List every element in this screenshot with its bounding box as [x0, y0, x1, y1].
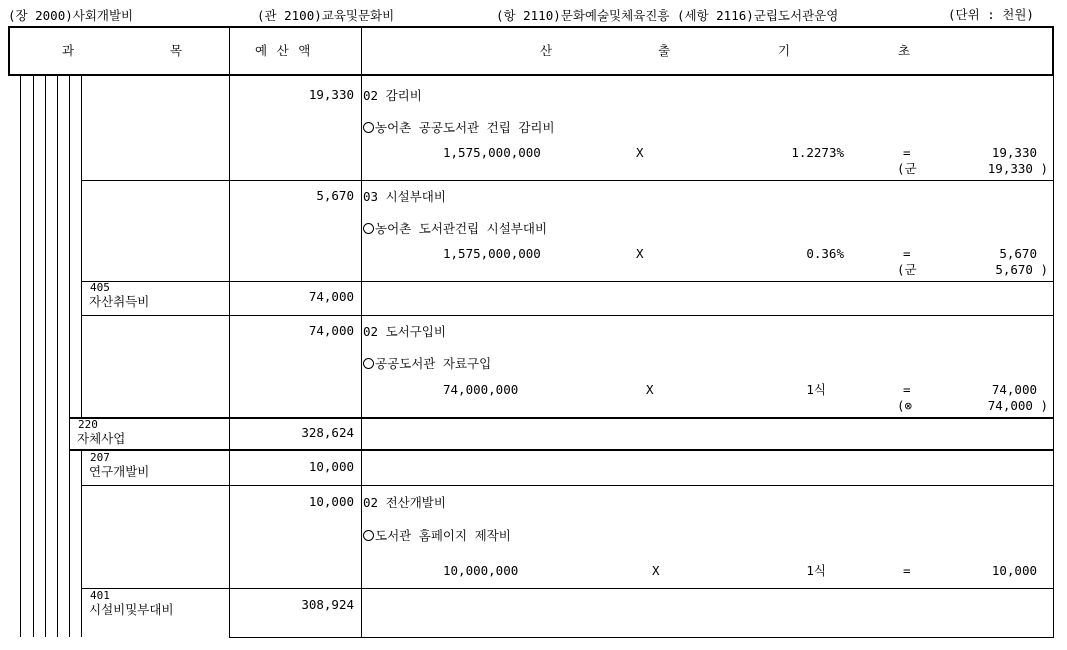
r6-name: 연구개발비 — [89, 464, 150, 479]
r1-amount: 19,330 — [308, 87, 354, 102]
r4-title: 02 도서구입비 — [363, 324, 446, 339]
r4-rate: 1식 — [806, 382, 826, 397]
r8-amount: 308,924 — [301, 597, 354, 612]
r1-rate: 1.2273% — [791, 145, 844, 160]
r4-op: X — [646, 382, 654, 397]
r1-item-text: 농어촌 공공도서관 건립 감리비 — [375, 120, 555, 135]
r4-src-value: 74,000 ) — [987, 398, 1048, 413]
r1-item — [363, 121, 555, 135]
row-sep-5 — [69, 449, 1054, 451]
col-header-gwa: 과 — [62, 43, 75, 58]
r4-result: 74,000 — [991, 382, 1037, 397]
hierarchy-line-1 — [20, 75, 21, 637]
r2-title: 03 시설부대비 — [363, 189, 446, 204]
hierarchy-line-5 — [69, 75, 70, 637]
r2-eq: = — [903, 246, 911, 261]
r2-base: 1,575,000,000 — [443, 246, 541, 261]
r7-base: 10,000,000 — [443, 563, 519, 578]
circle-bullet-icon — [363, 122, 374, 133]
r2-rate: 0.36% — [806, 246, 844, 261]
circle-bullet-icon — [363, 358, 374, 369]
row-sep-8 — [229, 637, 1054, 638]
hierarchy-line-6 — [81, 75, 82, 418]
row-sep-4 — [69, 417, 1054, 419]
gwan-label: (관 2100)교육및문화비 — [257, 8, 395, 23]
r2-src-value: 5,670 ) — [995, 262, 1048, 277]
row-sep-1 — [81, 180, 1054, 181]
r1-src-value: 19,330 ) — [987, 161, 1048, 176]
r1-result: 19,330 — [991, 145, 1037, 160]
r4-item-text: 공공도서관 자료구입 — [375, 356, 492, 371]
r8-name: 시설비및부대비 — [89, 602, 174, 617]
circle-bullet-icon — [363, 223, 374, 234]
budget-col-left-line — [229, 27, 230, 637]
hierarchy-line-6b — [81, 450, 82, 637]
r1-base: 1,575,000,000 — [443, 145, 541, 160]
r4-item — [363, 357, 491, 371]
col-header-calc-2: 출 — [658, 43, 671, 58]
r5-name: 자체사업 — [77, 431, 126, 446]
r2-item-text: 농어촌 도서관건립 시설부대비 — [375, 221, 548, 236]
r5-code: 220 — [78, 418, 98, 431]
hang-label: (항 2110)문화예술및체육진흥 (세항 2116)군립도서관운영 — [496, 8, 839, 23]
col-header-calc-1: 산 — [540, 43, 553, 58]
r2-op: X — [636, 246, 644, 261]
table-left-border — [8, 26, 10, 75]
r4-base: 74,000,000 — [443, 382, 519, 397]
r1-title: 02 감리비 — [363, 88, 422, 103]
row-sep-3 — [81, 315, 1054, 316]
calc-col-left-line — [361, 27, 362, 637]
r1-eq: = — [903, 145, 911, 160]
hierarchy-line-3 — [45, 75, 46, 637]
row-sep-7 — [81, 588, 1054, 589]
col-header-calc-4: 초 — [898, 43, 911, 58]
r2-result: 5,670 — [999, 246, 1037, 261]
jang-label: (장 2000)사회개발비 — [8, 8, 134, 23]
r3-code: 405 — [90, 281, 110, 294]
col-header-budget: 예 산 액 — [255, 43, 312, 58]
r7-title: 02 전산개발비 — [363, 495, 446, 510]
row-sep-6 — [81, 485, 1054, 486]
header-bottom-border — [8, 74, 1054, 76]
table-top-border — [8, 26, 1054, 28]
r7-rate: 1식 — [806, 563, 826, 578]
r2-src-label: (군 — [897, 262, 917, 277]
hierarchy-line-2 — [33, 75, 34, 637]
r3-name: 자산취득비 — [89, 294, 150, 309]
col-header-calc-3: 기 — [778, 43, 791, 58]
r7-op: X — [652, 563, 660, 578]
row-sep-2 — [81, 281, 1054, 282]
r1-op: X — [636, 145, 644, 160]
r4-amount: 74,000 — [308, 323, 354, 338]
col-header-mok: 목 — [170, 43, 183, 58]
r6-amount: 10,000 — [308, 459, 354, 474]
r1-src-label: (군 — [897, 161, 917, 176]
r2-amount: 5,670 — [316, 188, 354, 203]
r5-amount: 328,624 — [301, 425, 354, 440]
r8-code: 401 — [90, 589, 110, 602]
r7-item — [363, 529, 511, 543]
r6-code: 207 — [90, 451, 110, 464]
table-right-border-header — [1052, 26, 1054, 75]
r7-result: 10,000 — [991, 563, 1037, 578]
hierarchy-line-4 — [57, 75, 58, 637]
r4-src-label: (⊗ — [897, 398, 913, 413]
unit-label: (단위 : 천원) — [948, 7, 1034, 22]
r7-amount: 10,000 — [308, 494, 354, 509]
table-right-border — [1053, 75, 1054, 637]
r2-item — [363, 222, 547, 236]
circle-bullet-icon — [363, 530, 374, 541]
r3-amount: 74,000 — [308, 289, 354, 304]
r7-item-text: 도서관 홈페이지 제작비 — [375, 528, 511, 543]
r4-eq: = — [903, 382, 911, 397]
r7-eq: = — [903, 563, 911, 578]
